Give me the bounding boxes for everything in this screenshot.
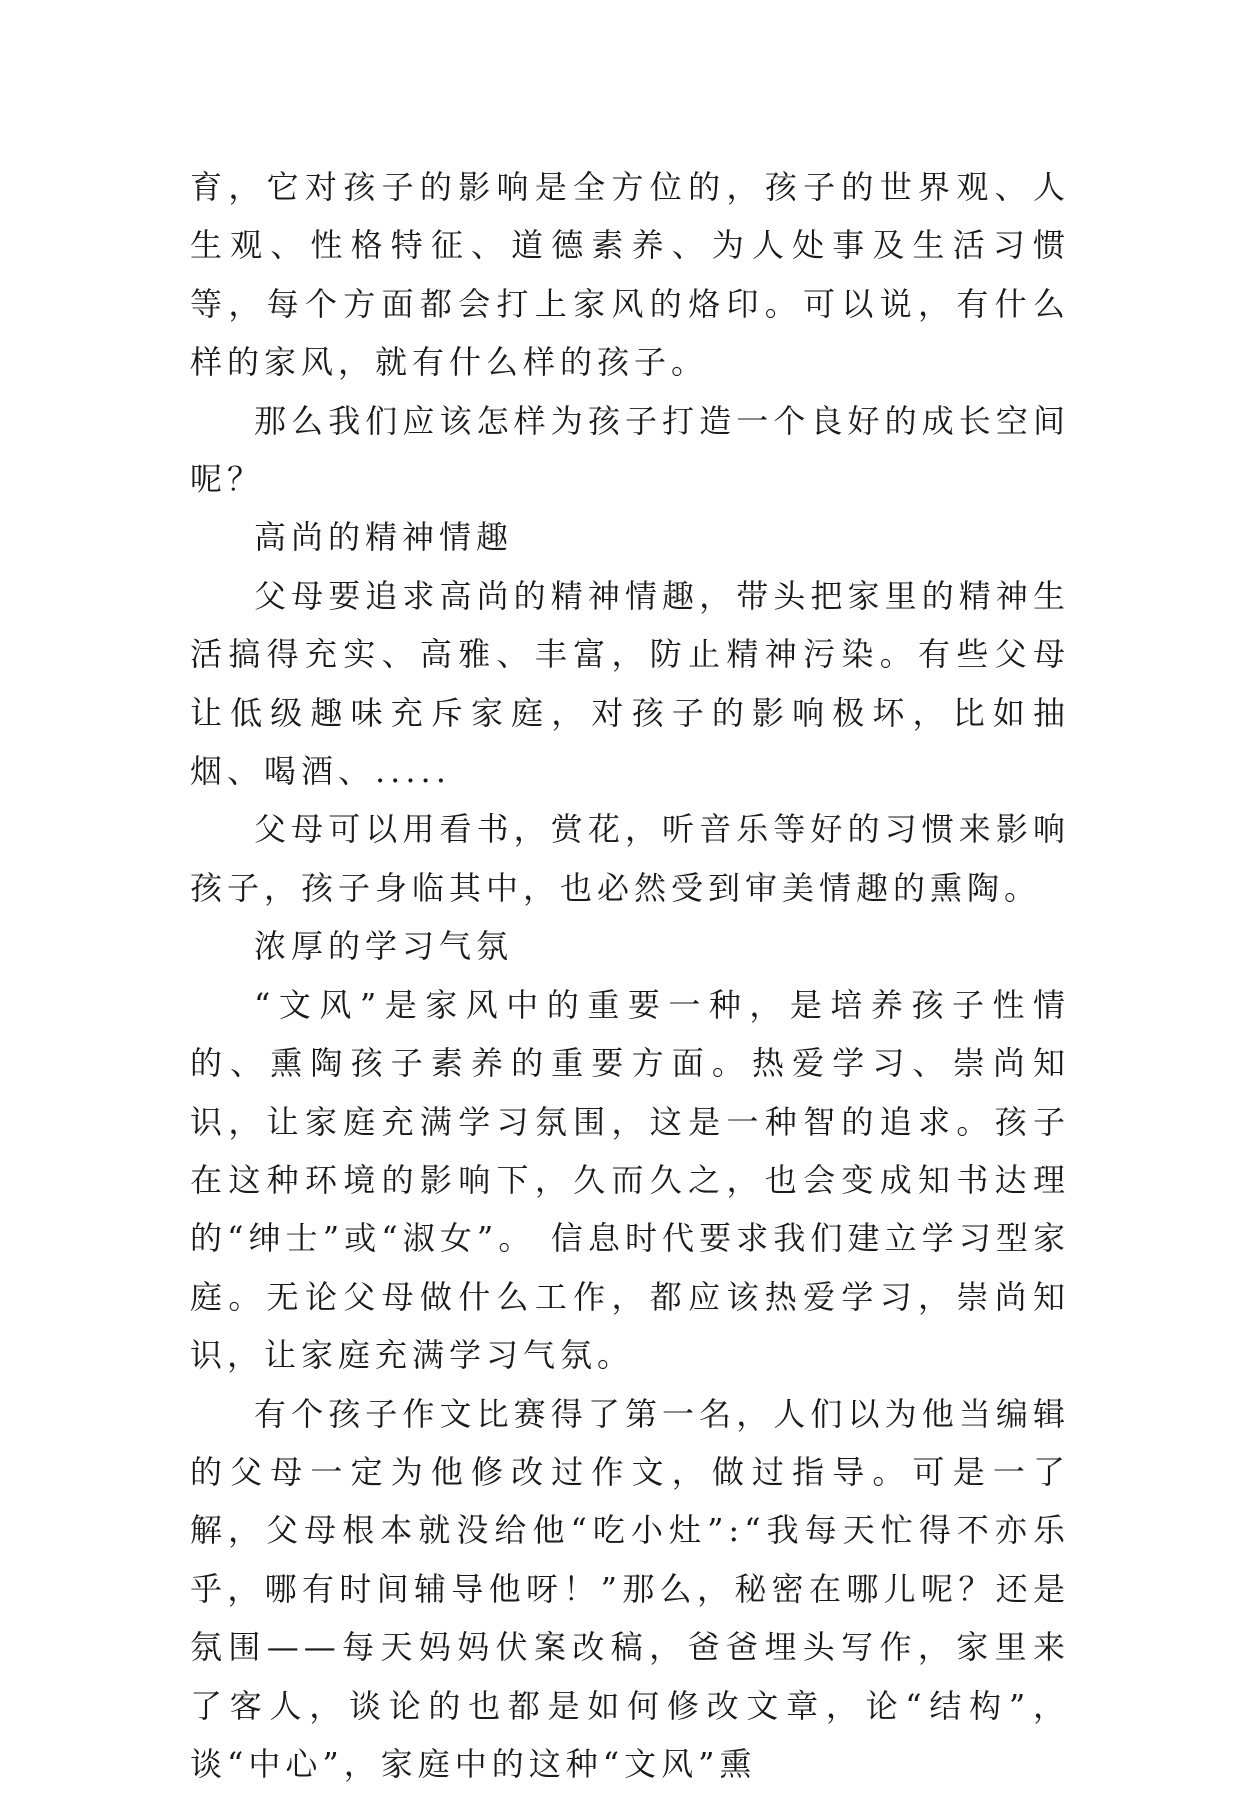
paragraph-wenfeng: “文风”是家风中的重要一种，是培养孩子性情的、熏陶孩子素养的重要方面。热爱学习、崇尚知识，让家庭充满学习氛围，这是一种智的追求。孩子在这种环境的影响下，久而久之，也会变成知书达理的“绅士”或“淑女”。 信息时代要求我们建立学习型家庭。无论父母做什么工作，都应该热爱学习，崇尚知识，让家庭充满学习气氛。 xyxy=(190,985,1070,1375)
paragraph-example: 有个孩子作文比赛得了第一名，人们以为他当编辑的父母一定为他修改过作文，做过指导。可是一了解，父母根本就没给他“吃小灶”:“我每天忙得不亦乐乎，哪有时间辅导他呀！”那么，秘密在哪儿呢？还是氛围——每天妈妈伏案改稿，爸爸埋头写作，家里来了客人，谈论的也都是如何修改文章，论“结构”，谈“中心”，家庭中的这种“文风”熏 xyxy=(190,1394,1070,1783)
paragraph-habits: 父母可以用看书，赏花，听音乐等好的习惯来影响孩子，孩子身临其中，也必然受到审美情趣的熏陶。 xyxy=(190,810,1070,907)
paragraph-spirit: 父母要追求高尚的精神情趣，带头把家里的精神生活搞得充实、高雅、丰富，防止精神污染。有些父母让低级趣味充斥家庭，对孩子的影响极坏，比如抽烟、喝酒、..... xyxy=(190,576,1070,791)
paragraph-continuation: 育，它对孩子的影响是全方位的，孩子的世界观、人生观、性格特征、道德素养、为人处事及生活习惯等，每个方面都会打上家风的烙印。可以说，有什么样的家风，就有什么样的孩子。 xyxy=(190,168,1070,382)
document-body xyxy=(190,158,1070,1793)
section-heading-study: 浓厚的学习气氛 xyxy=(254,927,514,966)
section-heading-spirit: 高尚的精神情趣 xyxy=(254,518,514,557)
paragraph-question: 那么我们应该怎样为孩子打造一个良好的成长空间呢？ xyxy=(190,401,1070,499)
